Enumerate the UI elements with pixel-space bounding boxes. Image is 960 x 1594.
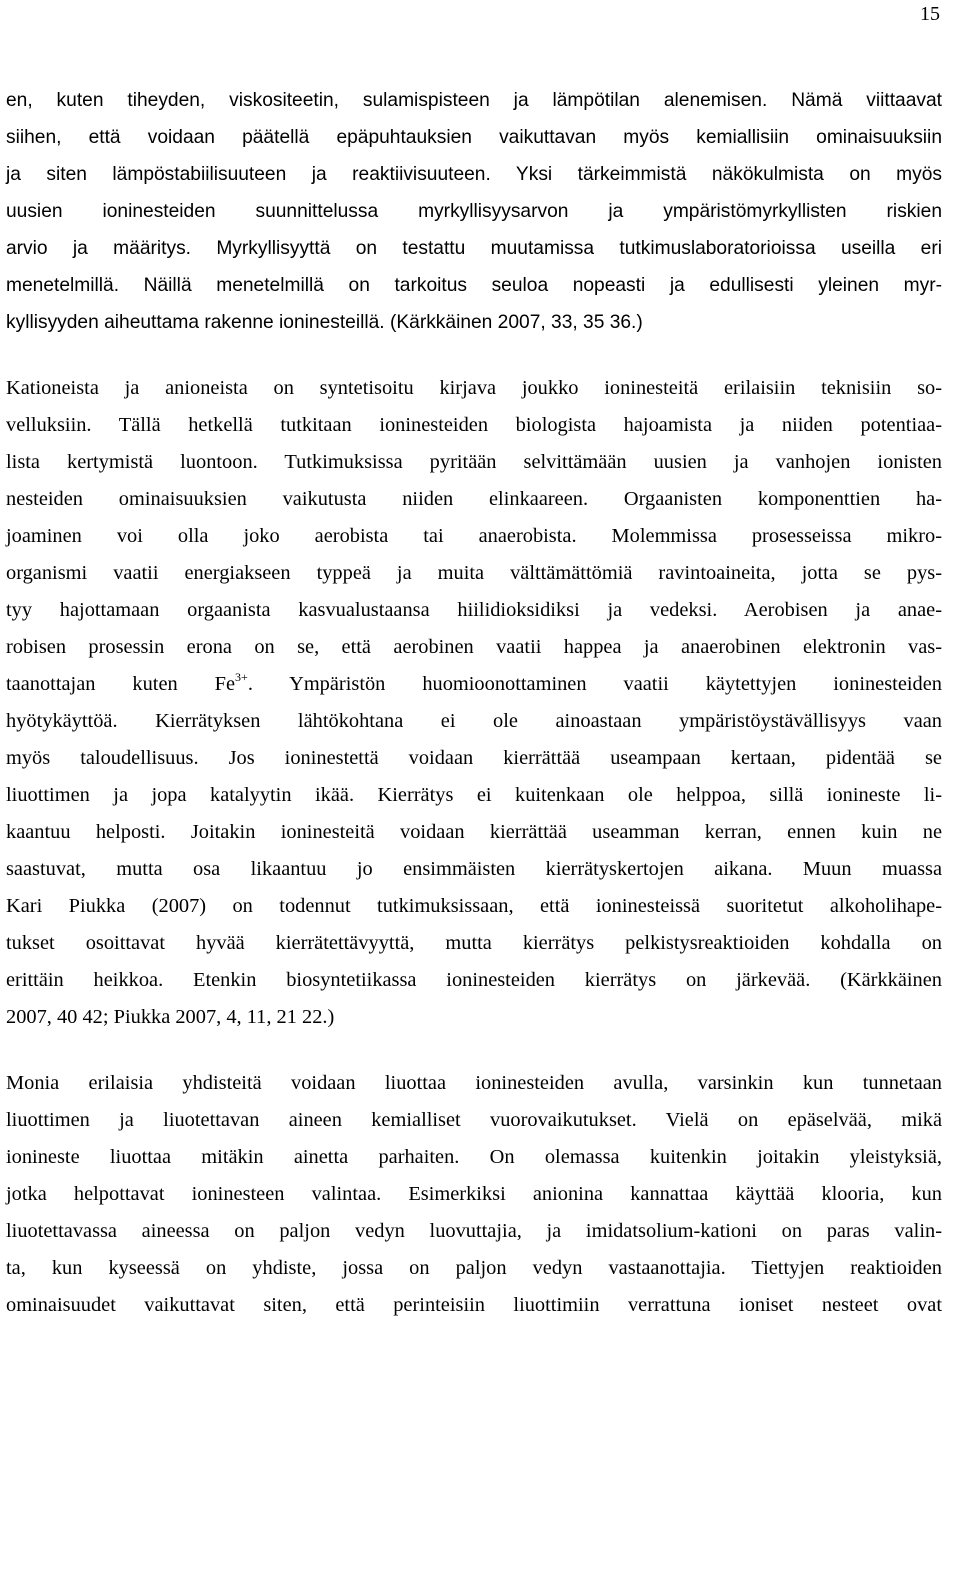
page-number: 15 bbox=[920, 3, 940, 25]
text-line: kaantuu helposti. Joitakin ioninesteitä voidaan kierrättää useamman kerran, ennen kuin ne bbox=[6, 821, 942, 843]
text-line: siihen, että voidaan päätellä epäpuhtauksien vaikuttavan myös kemiallisiin ominaisuuksiin bbox=[6, 127, 942, 148]
paragraph-3 bbox=[6, 1065, 942, 1324]
text-line: 2007, 40 42; Piukka 2007, 4, 11, 21 22.) bbox=[6, 1006, 335, 1028]
text-line: robisen prosessin erona on se, että aerobinen vaatii happea ja anaerobinen elektronin vas- bbox=[6, 636, 942, 658]
text-line: hyötykäyttöä. Kierrätyksen lähtökohtana ei ole ainoastaan ympäristöystävällisyys vaan bbox=[6, 710, 942, 732]
superscript: 3+ bbox=[235, 670, 248, 684]
text-segment: . Ympäristön huomioonottaminen vaatii käytettyjen ioninesteiden bbox=[247, 673, 942, 695]
paragraph-2 bbox=[6, 370, 942, 1036]
text-line: Monia erilaisia yhdisteitä voidaan liuottaa ioninesteiden avulla, varsinkin kun tunnetaan bbox=[6, 1072, 942, 1094]
text-line: jotka helpottavat ioninesteen valintaa. Esimerkiksi anionina kannattaa käyttää klooria, kun bbox=[6, 1183, 942, 1205]
text-line: liuotettavassa aineessa on paljon vedyn luovuttajia, ja imidatsolium-kationi on paras valin- bbox=[6, 1220, 942, 1242]
text-line: arvio ja määritys. Myrkyllisyyttä on testattu muutamissa tutkimuslaboratorioissa useilla eri bbox=[6, 238, 942, 259]
text-segment: taanottajan kuten Fe bbox=[6, 673, 236, 695]
text-line: Kationeista ja anioneista on syntetisoitu kirjava joukko ioninesteitä erilaisiin teknisiin so- bbox=[6, 377, 942, 399]
text-line: tyy hajottamaan orgaanista kasvualustaansa hiilidioksidiksi ja vedeksi. Aerobisen ja anae- bbox=[6, 599, 942, 621]
text-line: nesteiden ominaisuuksien vaikutusta niiden elinkaareen. Orgaanisten komponenttien ha- bbox=[6, 488, 942, 510]
text-line: erittäin heikkoa. Etenkin biosyntetiikassa ioninesteiden kierrätys on järkevää. (Kärkkäinen bbox=[6, 969, 942, 991]
text-line: uusien ioninesteiden suunnittelussa myrkyllisyysarvon ja ympäristömyrkyllisten riskien bbox=[6, 201, 942, 222]
text-line: ja siten lämpöstabiilisuuteen ja reaktiivisuuteen. Yksi tärkeimmistä näkökulmista on myös bbox=[6, 164, 942, 185]
text-line: liuottimen ja jopa katalyytin ikää. Kierrätys ei kuitenkaan ole helppoa, sillä ionineste li- bbox=[6, 784, 942, 806]
document-body bbox=[6, 82, 942, 1324]
text-line: ta, kun kyseessä on yhdiste, jossa on paljon vedyn vastaanottajia. Tiettyjen reaktioiden bbox=[6, 1257, 942, 1279]
paragraph-gap bbox=[6, 341, 942, 370]
text-line: saastuvat, mutta osa likaantuu jo ensimmäisten kierrätyskertojen aikana. Muun muassa bbox=[6, 858, 942, 880]
text-line: Kari Piukka (2007) on todennut tutkimuksissaan, että ioninesteissä suoritetut alkoholihape- bbox=[6, 895, 942, 917]
text-line: liuottimen ja liuotettavan aineen kemialliset vuorovaikutukset. Vielä on epäselvää, mikä bbox=[6, 1109, 942, 1131]
text-line: en, kuten tiheyden, viskositeetin, sulamispisteen ja lämpötilan alenemisen. Nämä viittaavat bbox=[6, 90, 942, 111]
paragraph-gap bbox=[6, 1036, 942, 1065]
text-line: ominaisuudet vaikuttavat siten, että perinteisiin liuottimiin verrattuna ioniset nesteet ovat bbox=[6, 1294, 942, 1316]
paragraph-1 bbox=[6, 82, 942, 341]
text-line: menetelmillä. Näillä menetelmillä on tarkoitus seuloa nopeasti ja edullisesti yleinen myr- bbox=[6, 275, 942, 296]
text-line: myös taloudellisuus. Jos ioninestettä voidaan kierrättää useampaan kertaan, pidentää se bbox=[6, 747, 942, 769]
text-line: joaminen voi olla joko aerobista tai anaerobista. Molemmissa prosesseissa mikro- bbox=[6, 525, 942, 547]
text-line: velluksiin. Tällä hetkellä tutkitaan ioninesteiden biologista hajoamista ja niiden potentiaa- bbox=[6, 414, 942, 436]
text-line: lista kertymistä luontoon. Tutkimuksissa pyritään selvittämään uusien ja vanhojen ionisten bbox=[6, 451, 942, 473]
text-line: kyllisyyden aiheuttama rakenne ioninesteillä. (Kärkkäinen 2007, 33, 35 36.) bbox=[6, 312, 643, 333]
text-line: organismi vaatii energiakseen typpeä ja muita välttämättömiä ravintoaineita, jotta se pys- bbox=[6, 562, 942, 584]
text-line: tukset osoittavat hyvää kierrätettävyyttä, mutta kierrätys pelkistysreaktioiden kohdalla on bbox=[6, 932, 942, 954]
text-line: ionineste liuottaa mitäkin ainetta parhaiten. On olemassa kuitenkin joitakin yleistyksiä, bbox=[6, 1146, 942, 1168]
text-line-with-superscript bbox=[6, 666, 942, 703]
